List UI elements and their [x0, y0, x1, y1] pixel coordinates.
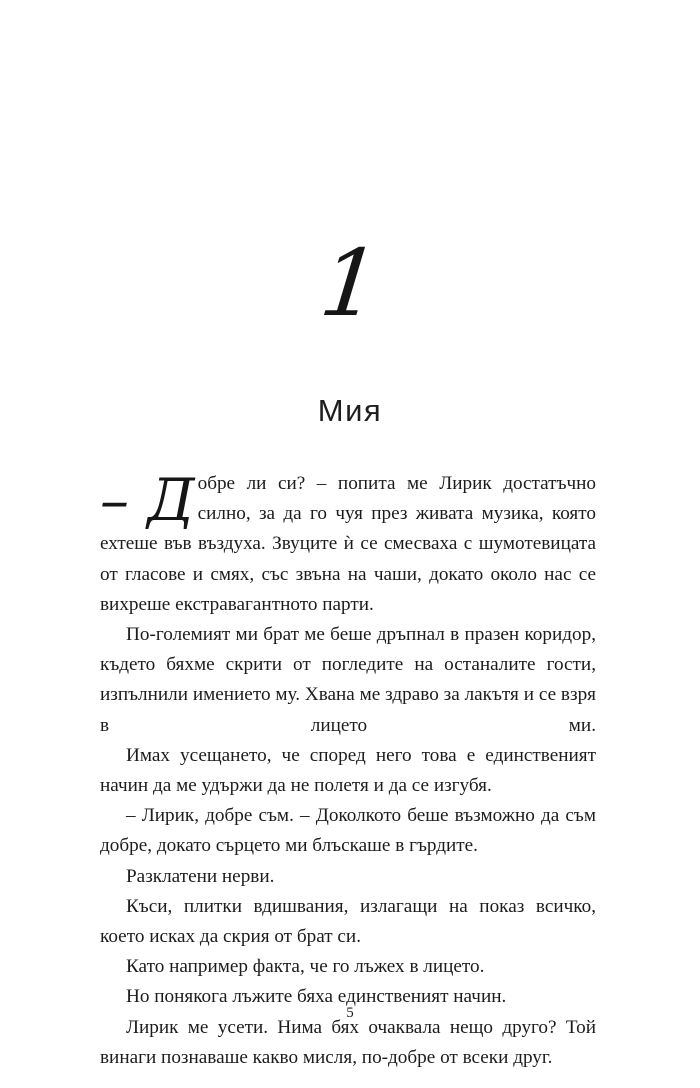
drop-cap: – Д	[100, 466, 195, 534]
paragraph-1	[100, 466, 596, 620]
paragraph-5: Разклатени нерви.	[126, 865, 275, 887]
paragraph-3: Имах усещането, че според него това е единственият начин да ме удържи да не полетя и да се изгубя.	[100, 744, 596, 797]
paragraph-4: – Лирик, добре съм. – Доколкото беше възможно да съм добре, докато сърцето ми блъскаше в гърдите.	[100, 805, 596, 857]
page-number: 5	[346, 1005, 354, 1021]
chapter-title: Мия	[317, 392, 383, 428]
paragraph-7: Като например факта, че го лъжех в лицето.	[126, 956, 485, 978]
paragraph-9: Лирик ме усети. Нима бях очаквала нещо друго? Той винаги познаваше какво мисля, по-добре от всеки друг.	[100, 1016, 596, 1068]
paragraph-1-text: обре ли си? – попита ме Лирик достатъчно силно, за да го чуя през живата музика, която ехтеше във въздуха. Звуците ѝ се смесваха с шумотевицата от гласове и смях, със звъна на чаши, докато около нас се вихреше екстравагантното парти.	[100, 473, 596, 615]
chapter-body	[100, 466, 596, 1073]
paragraph-6: Къси, плитки вдишвания, излагащи на показ всичко, което исках да скрия от брат си.	[100, 895, 596, 948]
paragraph-8: Но понякога лъжите бяха единственият начин.	[126, 986, 507, 1008]
chapter-number: 1	[315, 230, 385, 337]
paragraph-2: По-големият ми брат ме беше дръпнал в празен коридор, където бяхме скрити от погледите на останалите гости, изпълнили имението му. Хвана ме здраво за лакътя и се взря в лицето ми.	[100, 624, 596, 736]
